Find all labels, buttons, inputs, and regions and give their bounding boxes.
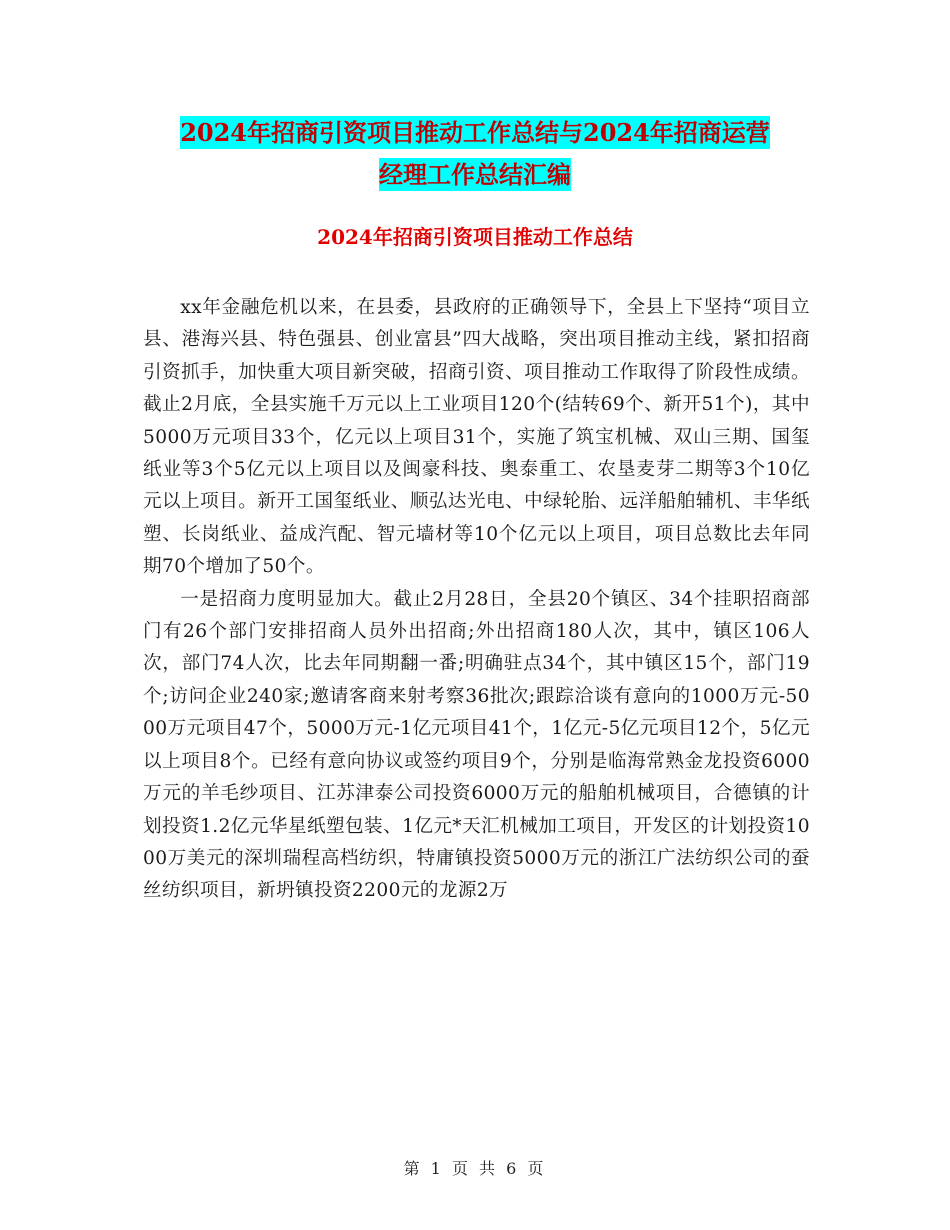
section-title: 2024年招商引资项目推动工作总结 <box>317 225 633 249</box>
page-footer: 第 1 页 共 6 页 <box>403 1159 547 1178</box>
document-body <box>143 292 810 908</box>
document-title-line-2: 经理工作总结汇编 <box>379 160 571 189</box>
paragraph-1: xx年金融危机以来，在县委，县政府的正确领导下，全县上下坚持“项目立县、港海兴县、特色强县、创业富县”四大战略，突出项目推动主线，紧扣招商引资抓手，加快重大项目新突破，招商引资、项目推动工作取得了阶段性成绩。截止2月底，全县实施千万元以上工业项目120个(结转69个、新开51个)，其中5000万元项目33个，亿元以上项目31个，实施了筑宝机械、双山三期、国玺纸业等3个5亿元以上项目以及闽豪科技、奥泰重工、农垦麦芽二期等3个10亿元以上项目。新开工国玺纸业、顺弘达光电、中绿轮胎、远洋船舶辅机、丰华纸塑、长岗纸业、益成汽配、智元墙材等10个亿元以上项目，项目总数比去年同期70个增加了50个。 <box>143 297 810 578</box>
document-title-line-1: 2024年招商引资项目推动工作总结与2024年招商运营 <box>180 118 770 147</box>
paragraph-2: 一是招商力度明显加大。截止2月28日，全县20个镇区、34个挂职招商部门有26个部门安排招商人员外出招商;外出招商180人次，其中，镇区106人次，部门74人次，比去年同期翻一番;明确驻点34个，其中镇区15个，部门19个;访问企业240家;邀请客商来射考察36批次;跟踪洽谈有意向的1000万元-5000万元项目47个，5000万元-1亿元项目41个，1亿元-5亿元项目12个，5亿元以上项目8个。已经有意向协议或签约项目9个，分别是临海常熟金龙投资6000万元的羊毛纱项目、江苏津泰公司投资6000万元的船舶机械项目，合德镇的计划投资1.2亿元华星纸塑包装、1亿元*天汇机械加工项目，开发区的计划投资1000万美元的深圳瑞程高档纺织，特庸镇投资5000万元的浙江广法纺织公司的蚕丝纺织项目，新坍镇投资2200元的龙源2万 <box>143 588 810 902</box>
document-title <box>140 112 810 196</box>
